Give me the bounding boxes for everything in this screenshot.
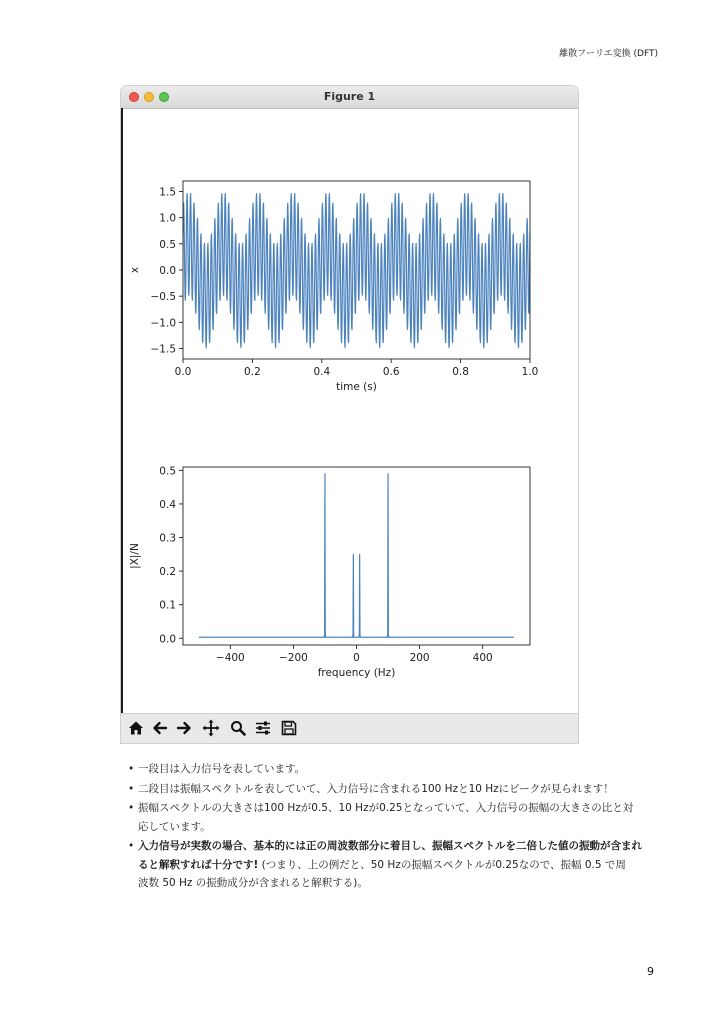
x-tick-label: −200 — [278, 652, 308, 664]
x-tick-label: 200 — [409, 652, 430, 664]
figure-canvas[interactable] — [121, 108, 578, 713]
series-line — [183, 194, 530, 348]
y-axis-label: |X|/N — [129, 543, 141, 569]
y-tick-label: 0.4 — [159, 498, 176, 511]
x-tick-label: 0.4 — [313, 366, 331, 378]
forward-arrow-icon[interactable] — [173, 717, 195, 739]
back-arrow-icon[interactable] — [149, 717, 171, 739]
configure-subplots-icon[interactable] — [252, 717, 274, 739]
list-item: • 入力信号が実数の場合、基本的には正の周波数部分に着目し、振幅スペクトルを二倍した値の振動が含まれ ると解釈すれば十分です! (つまり、上の例だと、50 Hzの振幅スペクトルが0.25なので、振幅 0.5 で周 波数 50 Hz の振動成分が含まれると解釈する)。 — [128, 837, 668, 893]
pan-icon[interactable] — [200, 717, 222, 739]
y-tick-label: 0.5 — [159, 238, 176, 251]
axes-frame — [183, 467, 530, 645]
page-number: 9 — [647, 965, 654, 978]
y-tick-label: 1.5 — [159, 186, 176, 199]
y-tick-label: 0.2 — [159, 566, 176, 579]
x-tick-label: 0.0 — [174, 366, 192, 378]
x-axis-label: time (s) — [336, 381, 377, 393]
page-header-title: 離散フーリエ変換 (DFT) — [559, 49, 658, 59]
y-axis-label: x — [129, 266, 141, 274]
figure-window — [121, 86, 578, 743]
list-item: • 振幅スペクトルの大きさは100 Hzが0.5、10 Hzが0.25となっていて、入力信号の振幅の大きさの比と対 応しています。 — [128, 799, 668, 836]
save-icon[interactable] — [278, 717, 300, 739]
x-tick-label: 0 — [353, 652, 360, 664]
series-line — [199, 474, 514, 638]
x-tick-label: −400 — [215, 652, 245, 664]
time-plot-axes — [129, 181, 538, 393]
y-tick-label: 1.0 — [159, 212, 176, 225]
y-tick-label: 0.5 — [159, 465, 176, 478]
y-tick-label: 0.0 — [159, 265, 176, 277]
y-tick-label: 0.1 — [159, 599, 176, 612]
y-tick-label: −0.5 — [150, 291, 176, 304]
spectrum-plot-axes — [129, 465, 530, 679]
navigation-toolbar — [121, 713, 578, 743]
zoom-icon[interactable] — [227, 717, 249, 739]
x-tick-label: 0.2 — [244, 366, 261, 378]
list-item: • 二段目は振幅スペクトルを表していて、入力信号に含まれる100 Hzと10 Hzにピークが見られます！ — [128, 780, 668, 799]
window-titlebar[interactable] — [121, 86, 578, 109]
y-tick-label: 0.3 — [159, 532, 176, 545]
x-tick-label: 400 — [472, 652, 493, 664]
x-tick-label: 1.0 — [521, 366, 539, 378]
bullet-list — [128, 760, 668, 894]
x-tick-label: 0.6 — [382, 366, 400, 378]
y-tick-label: −1.0 — [150, 317, 176, 330]
y-tick-label: −1.5 — [150, 343, 176, 356]
x-tick-label: 0.8 — [452, 366, 469, 378]
list-item: • 一段目は入力信号を表しています。 — [128, 760, 668, 779]
home-icon[interactable] — [125, 717, 147, 739]
y-tick-label: 0.0 — [159, 633, 176, 646]
window-title: Figure 1 — [323, 90, 376, 103]
x-axis-label: frequency (Hz) — [317, 667, 396, 679]
